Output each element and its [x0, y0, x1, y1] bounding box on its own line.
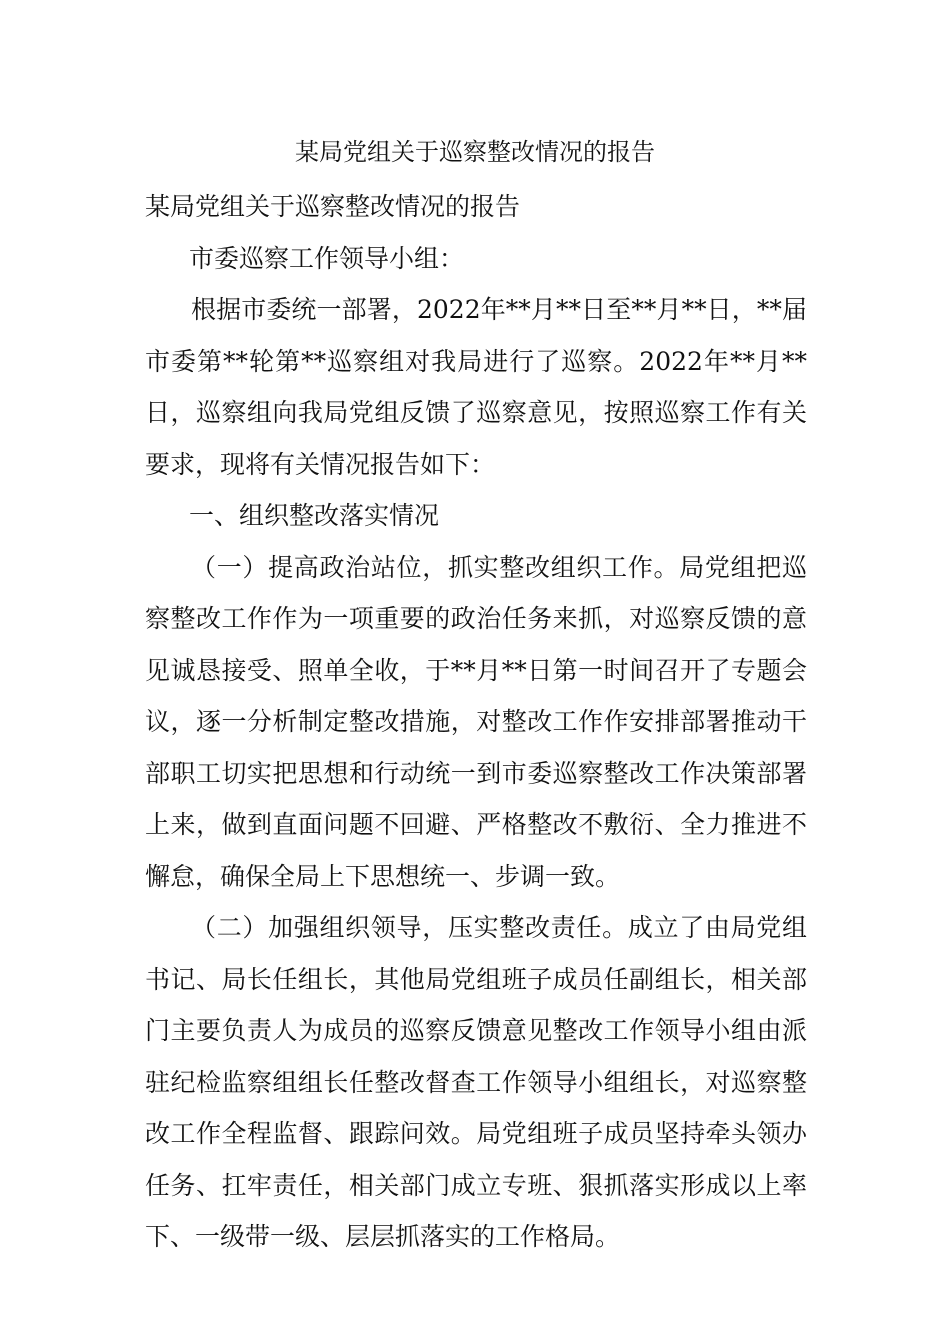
intro-paragraph: 根据市委统一部署，2022年**月**日至**月**日，**届市委第**轮第**巡察组对我局进行了巡察。2022年**月**日，巡察组向我局党组反馈了巡察意见，按照巡察工作有关要求，现将有关情况报告如下：	[145, 295, 807, 479]
section-heading: 一、组织整改落实情况	[189, 501, 440, 530]
salutation-paragraph: 市委巡察工作领导小组：	[189, 243, 465, 273]
document-body	[145, 181, 807, 1263]
document-title: 某局党组关于巡察整改情况的报告	[295, 138, 655, 166]
body-paragraph: （二）加强组织领导，压实整改责任。成立了由局党组书记、局长任组长，其他局党组班子成员任副组长，相关部门主要负责人为成员的巡察反馈意见整改工作领导小组由派驻纪检监察组组长任整改督查工作领导小组组长，对巡察整改工作全程监督、跟踪问效。局党组班子成员坚持牵头领办任务、扛牢责任，相关部门成立专班、狠抓落实形成以上率下、一级带一级、层层抓落实的工作格局。	[145, 913, 807, 1251]
subtitle-paragraph: 某局党组关于巡察整改情况的报告	[145, 192, 521, 221]
body-paragraph: （一）提高政治站位，抓实整改组织工作。局党组把巡察整改工作作为一项重要的政治任务来抓，对巡察反馈的意见诚恳接受、照单全收，于**月**日第一时间召开了专题会议，逐一分析制定整改措施，对整改工作作安排部署推动干部职工切实把思想和行动统一到市委巡察整改工作决策部署上来，做到直面问题不回避、严格整改不敷衍、全力推进不懈怠，确保全局上下思想统一、步调一致。	[145, 552, 807, 891]
